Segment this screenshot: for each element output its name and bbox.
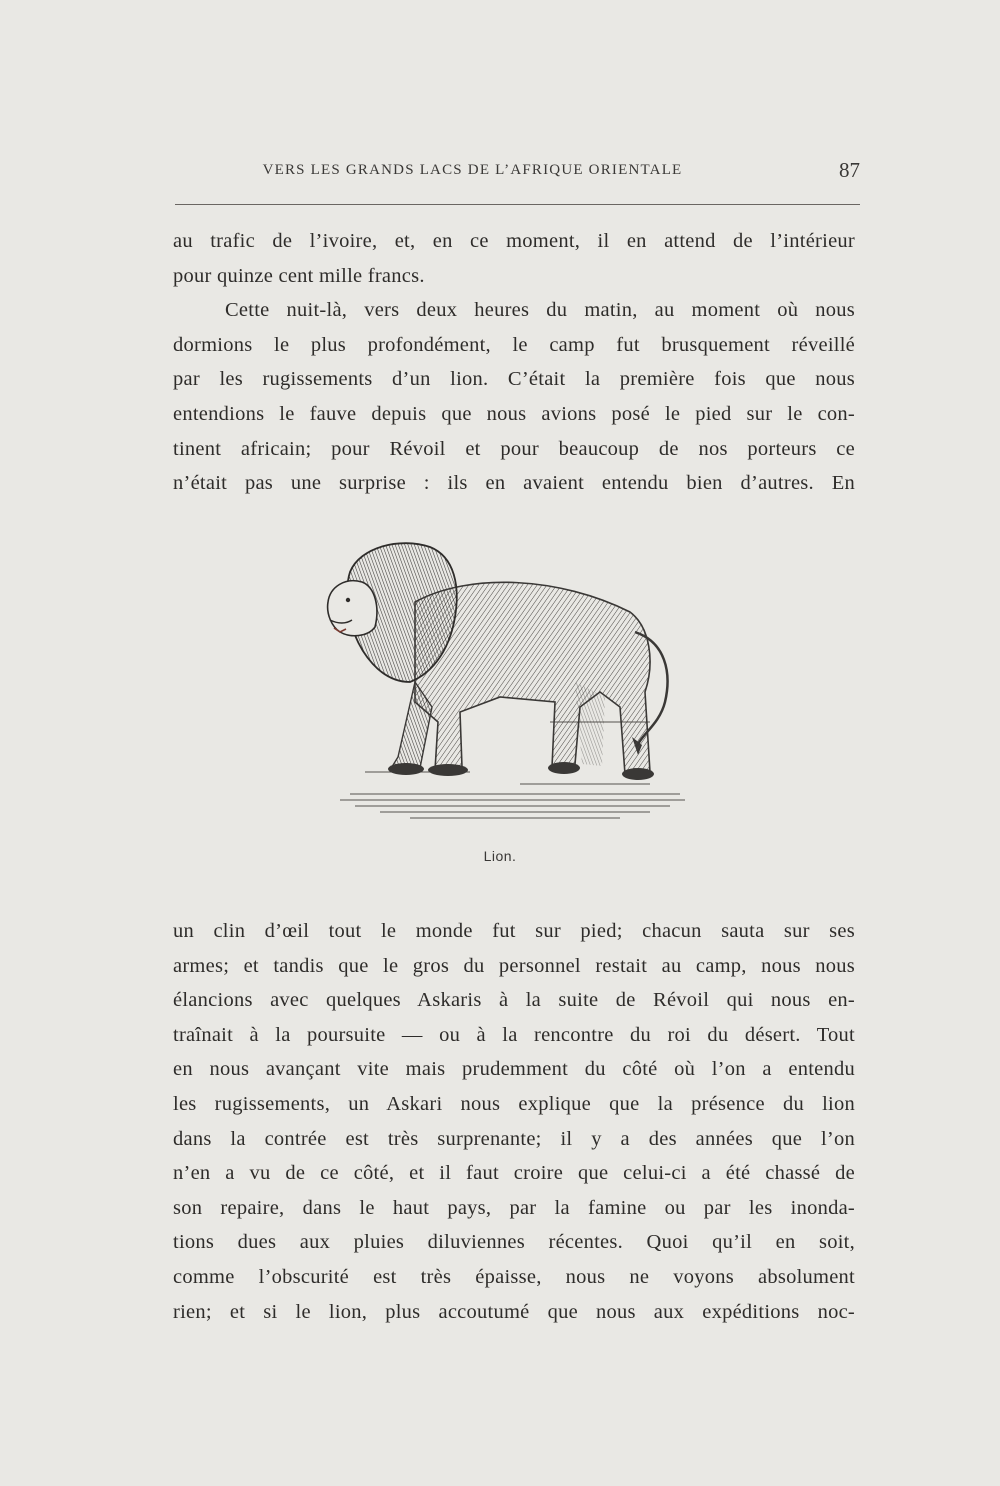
text-line: entendions le fauve depuis que nous avions posé le pied sur le con- [173, 402, 855, 425]
text-line: un clin d’œil tout le monde fut sur pied; chacun sauta sur ses [173, 920, 855, 942]
text-line: par les rugissements d’un lion. C’était la première fois que nous [173, 368, 855, 391]
text-line: traînait à la poursuite — ou à la rencontre du roi du désert. Tout [173, 1023, 855, 1046]
text-line: tions dues aux pluies diluviennes récentes. Quoi qu’il en soit, [173, 1231, 855, 1254]
text-line: son repaire, dans le haut pays, par la famine ou par les inonda- [173, 1196, 855, 1219]
text-line: dormions le plus profondément, le camp fut brusquement réveillé [173, 333, 855, 356]
text-line: n’en a vu de ce côté, et il faut croire que celui-ci a été chassé de [173, 1162, 855, 1185]
figure-caption: Lion. [483, 848, 517, 864]
lion-illustration [320, 532, 695, 827]
text-block-bottom [173, 914, 855, 1329]
header-rule [175, 204, 860, 205]
text-line: pour quinze cent mille francs. [173, 264, 425, 287]
text-line: rien; et si le lion, plus accoutumé que nous aux expéditions noc- [173, 1300, 855, 1323]
text-line: tinent africain; pour Révoil et pour beaucoup de nos porteurs ce [173, 437, 855, 460]
text-block-top [173, 224, 855, 501]
text-line: Cette nuit-là, vers deux heures du matin, au moment où nous [225, 299, 855, 322]
page-number: 87 [839, 158, 860, 182]
running-head [175, 158, 860, 188]
text-line: dans la contrée est très surprenante; il y a des années que l’on [173, 1127, 855, 1150]
text-line: les rugissements, un Askari nous explique que la présence du lion [173, 1092, 855, 1115]
text-line: armes; et tandis que le gros du personnel restait au camp, nous nous [173, 954, 855, 977]
text-line: au trafic de l’ivoire, et, en ce moment, il en attend de l’intérieur [173, 230, 855, 252]
text-line: comme l’obscurité est très épaisse, nous ne voyons absolument [173, 1265, 855, 1288]
text-line: n’était pas une surprise : ils en avaient entendu bien d’autres. En [173, 472, 855, 495]
lion-engraving [320, 532, 695, 827]
running-title: VERS LES GRANDS LACS DE L’AFRIQUE ORIENTALE [262, 162, 683, 178]
text-line: élancions avec quelques Askaris à la suite de Révoil qui nous en- [173, 989, 855, 1012]
text-line: en nous avançant vite mais prudemment du côté où l’on a entendu [173, 1058, 855, 1081]
